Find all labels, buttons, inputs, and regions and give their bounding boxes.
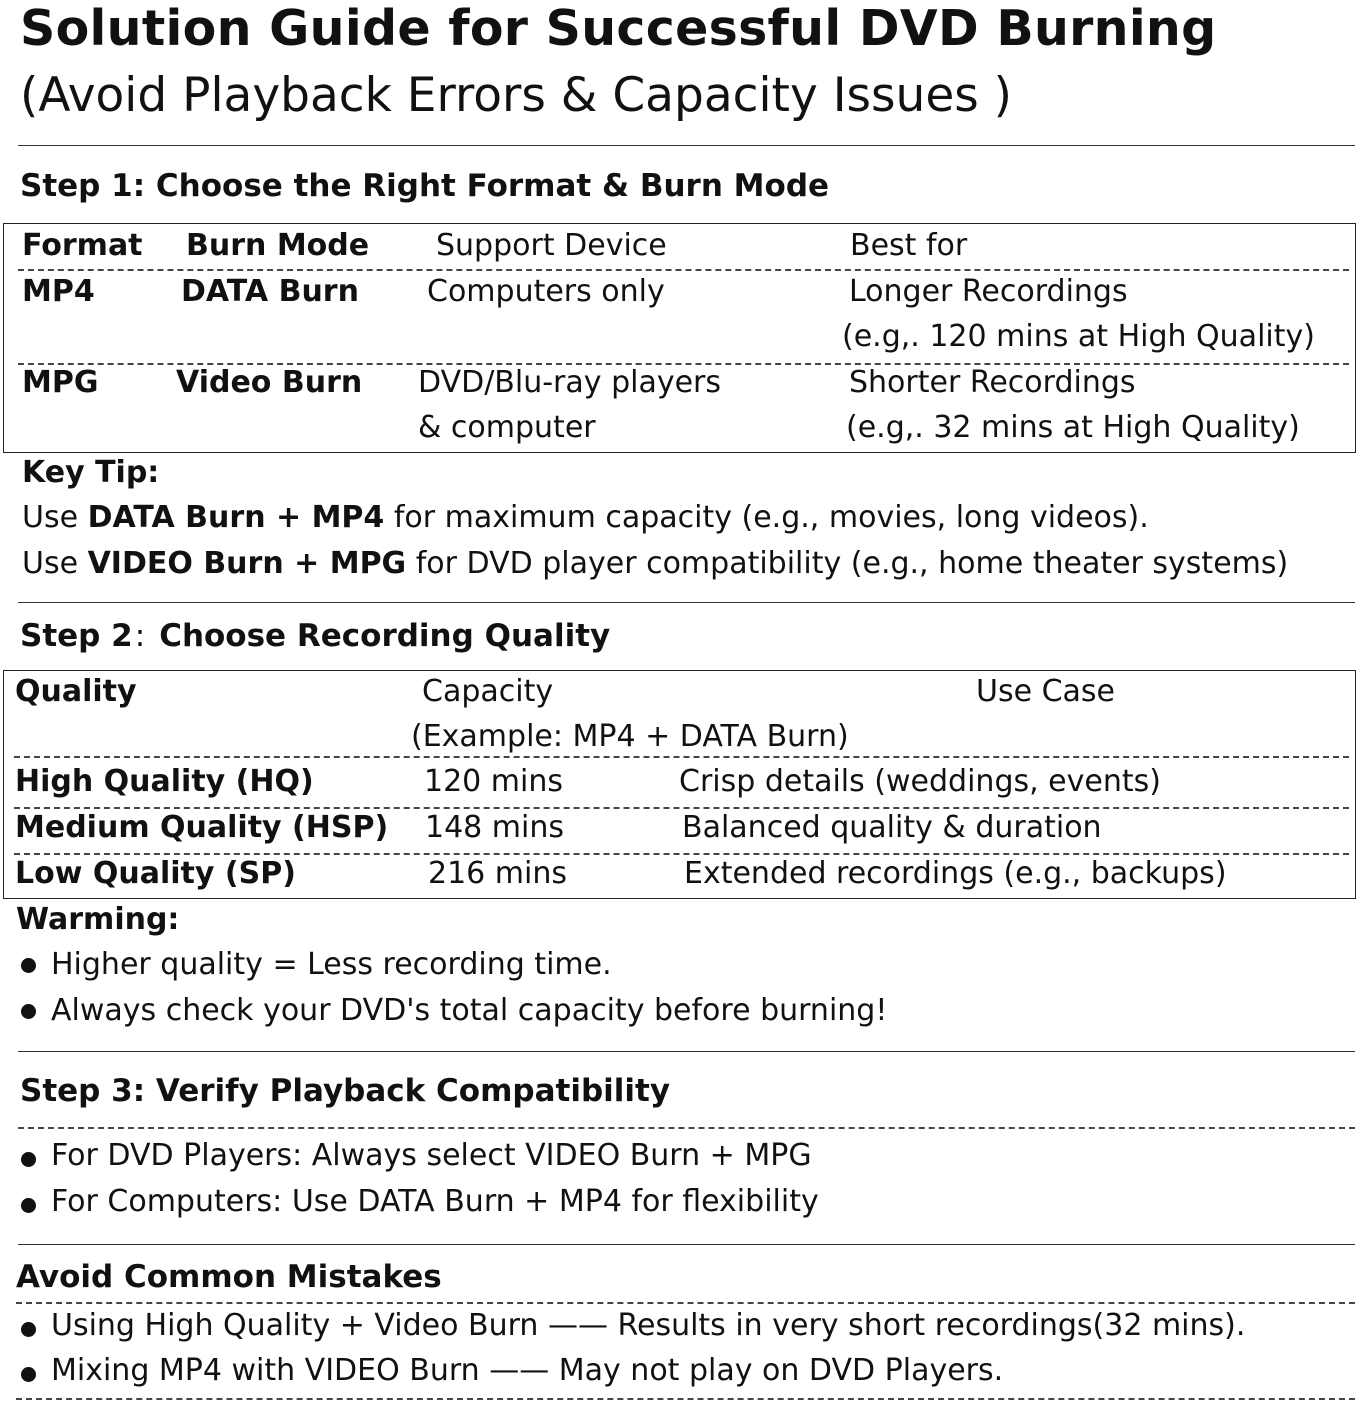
col-use-case: Use Case bbox=[976, 674, 1115, 709]
row-best-for: Longer Recordings bbox=[849, 274, 1128, 309]
row-divider bbox=[18, 269, 1349, 271]
bullet-icon bbox=[21, 1152, 36, 1167]
key-tip-line: Use VIDEO Burn + MPG for DVD player compatibility (e.g., home theater systems) bbox=[22, 546, 1289, 581]
row-divider bbox=[14, 756, 1349, 758]
page-subtitle: (Avoid Playback Errors & Capacity Issues ) bbox=[20, 68, 1013, 123]
row-burn-mode: DATA Burn bbox=[181, 274, 359, 309]
row-quality: High Quality (HQ) bbox=[15, 764, 314, 799]
col-capacity: Capacity bbox=[422, 674, 554, 709]
row-use-case: Crisp details (weddings, events) bbox=[679, 764, 1161, 799]
section-divider bbox=[16, 1302, 1355, 1304]
divider bbox=[18, 602, 1355, 603]
step3-heading: Step 3: Verify Playback Compatibility bbox=[20, 1073, 671, 1109]
warning-label: Warming: bbox=[16, 902, 180, 937]
key-tip-label: Key Tip: bbox=[22, 455, 160, 490]
page-title: Solution Guide for Successful DVD Burning bbox=[20, 0, 1217, 57]
warning-item: Always check your DVD's total capacity before burning! bbox=[51, 993, 888, 1028]
section-divider bbox=[18, 1127, 1355, 1129]
row-best-for: Shorter Recordings bbox=[849, 365, 1136, 400]
step3-item: For Computers: Use DATA Burn + MP4 for flexibility bbox=[51, 1184, 819, 1219]
warning-item: Higher quality = Less recording time. bbox=[51, 947, 612, 982]
row-device-note: & computer bbox=[418, 410, 596, 445]
divider bbox=[18, 1244, 1355, 1245]
row-format: MP4 bbox=[22, 274, 95, 309]
col-support-device: Support Device bbox=[436, 228, 667, 263]
row-capacity: 120 mins bbox=[424, 764, 563, 799]
row-use-case: Extended recordings (e.g., backups) bbox=[684, 856, 1227, 891]
row-device: DVD/Blu-ray players bbox=[418, 365, 722, 400]
step3-item: For DVD Players: Always select VIDEO Burn + MPG bbox=[51, 1138, 812, 1173]
row-divider bbox=[14, 853, 1349, 855]
row-quality: Low Quality (SP) bbox=[15, 856, 296, 891]
row-capacity: 216 mins bbox=[428, 856, 567, 891]
row-burn-mode: Video Burn bbox=[176, 365, 363, 400]
key-tip-line: Use DATA Burn + MP4 for maximum capacity (e.g., movies, long videos). bbox=[22, 500, 1149, 535]
row-best-for-note: (e.g,. 32 mins at High Quality) bbox=[846, 410, 1300, 445]
row-best-for-note: (e.g,. 120 mins at High Quality) bbox=[842, 319, 1315, 354]
bullet-icon bbox=[21, 1004, 36, 1019]
mistakes-heading: Avoid Common Mistakes bbox=[16, 1259, 442, 1295]
format-table bbox=[3, 223, 1356, 453]
row-use-case: Balanced quality & duration bbox=[682, 810, 1102, 845]
section-divider bbox=[16, 1398, 1355, 1400]
bullet-icon bbox=[21, 1367, 36, 1382]
capacity-note: (Example: MP4 + DATA Burn) bbox=[411, 719, 849, 754]
divider bbox=[18, 1051, 1355, 1052]
col-format: Format bbox=[22, 228, 143, 263]
step1-heading: Step 1: Choose the Right Format & Burn Mode bbox=[20, 168, 830, 204]
mistake-item: Mixing MP4 with VIDEO Burn —— May not play on DVD Players. bbox=[51, 1353, 1004, 1388]
col-best-for: Best for bbox=[850, 228, 968, 263]
row-quality: Medium Quality (HSP) bbox=[15, 810, 389, 845]
row-divider bbox=[14, 807, 1349, 809]
col-quality: Quality bbox=[15, 674, 137, 709]
bullet-icon bbox=[21, 958, 36, 973]
bullet-icon bbox=[21, 1198, 36, 1213]
row-format: MPG bbox=[22, 365, 99, 400]
mistake-item: Using High Quality + Video Burn —— Results in very short recordings(32 mins). bbox=[51, 1308, 1246, 1343]
quality-table bbox=[3, 670, 1356, 899]
col-burn-mode: Burn Mode bbox=[186, 228, 370, 263]
step2-heading: Step 2: Choose Recording Quality bbox=[20, 618, 611, 654]
divider bbox=[18, 145, 1355, 146]
bullet-icon bbox=[21, 1322, 36, 1337]
row-device: Computers only bbox=[427, 274, 665, 309]
row-capacity: 148 mins bbox=[425, 810, 564, 845]
